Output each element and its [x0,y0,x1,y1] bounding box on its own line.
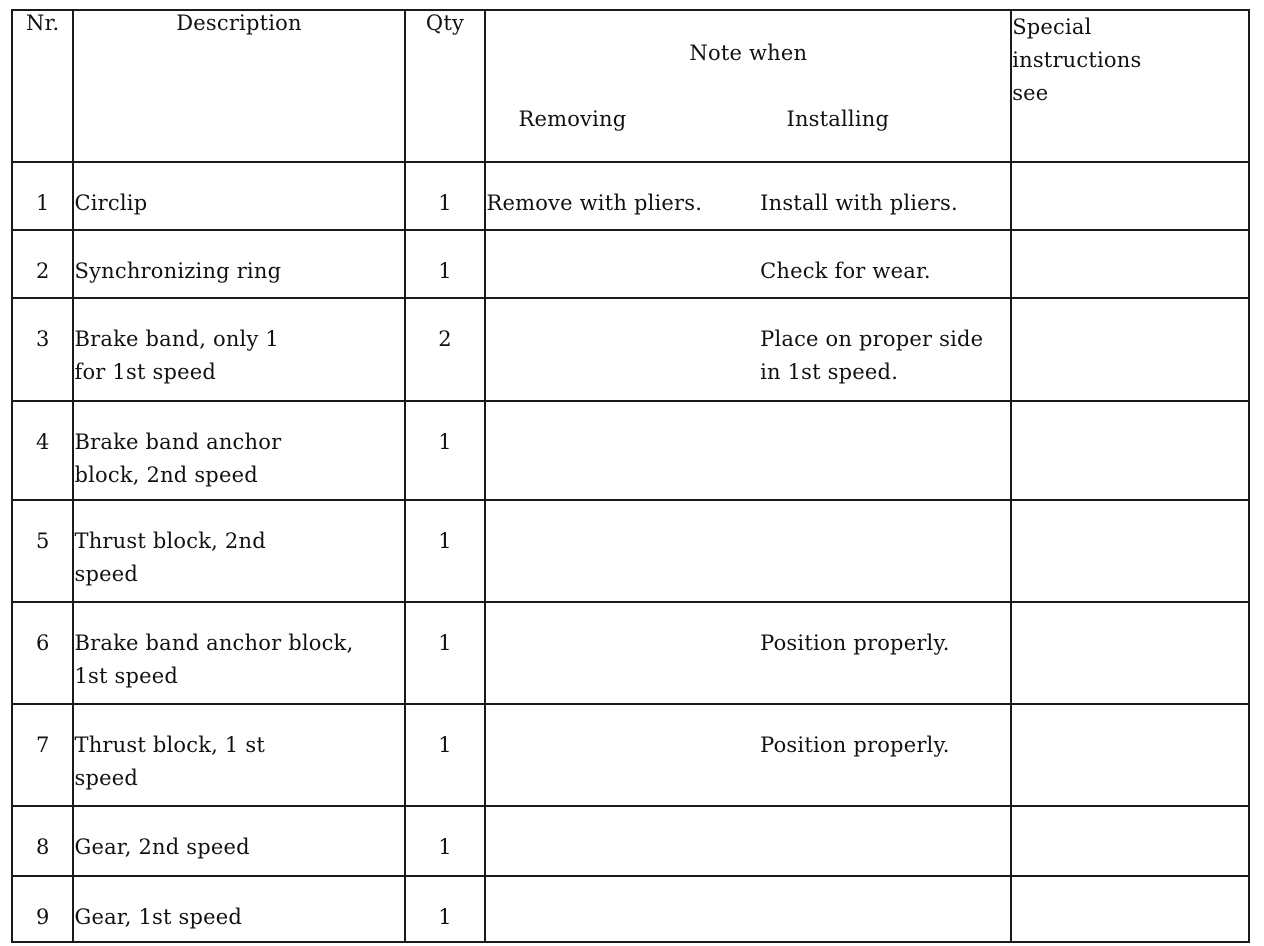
row-removing-cell [485,230,760,298]
row-removing [486,877,760,901]
header-special-line1: Special [1012,15,1092,39]
row-installing-cell [760,704,1011,806]
row-nr-cell [12,704,73,806]
row-description-line1: Gear, 1st speed [74,905,243,929]
row-removing-cell [485,162,760,230]
row-removing [486,705,760,729]
row-qty-cell [405,298,486,401]
row-installing-line1: Check for wear. [760,259,931,283]
row-qty: 1 [438,529,452,553]
row-removing-cell [485,704,760,806]
row-removing: Remove with pliers. [486,191,703,215]
row-description-line1: Synchronizing ring [74,259,282,283]
row-installing-cell [760,401,1011,500]
row-description-line1: Thrust block, 1 st [74,733,265,757]
row-qty-cell [405,500,486,602]
row-description-cell [73,500,404,602]
header-description: Description [73,10,404,162]
row-nr: 6 [35,631,50,655]
row-description-cell [73,806,404,876]
row-qty: 1 [438,733,452,757]
table-row [12,704,1249,806]
row-description-line1: Brake band, only 1 [74,327,279,351]
row-removing [486,299,760,323]
row-installing-cell [760,500,1011,602]
row-installing-line1: Position properly. [760,631,950,655]
row-description-line1: Brake band anchor [74,430,282,454]
header-removing: Removing [518,107,627,131]
row-nr: 8 [35,835,50,859]
row-removing-cell [485,298,760,401]
header-nr: Nr. [12,10,73,162]
row-description-cell [73,602,404,704]
row-qty: 2 [438,327,452,351]
row-qty: 1 [438,191,452,215]
row-installing-line1: Place on proper side [760,327,984,351]
row-nr: 7 [35,733,50,757]
table-row [12,806,1249,876]
row-qty: 1 [438,631,452,655]
row-nr: 9 [35,905,50,929]
row-removing [486,402,760,426]
row-nr-cell [12,162,73,230]
row-installing-line2: in 1st speed. [760,360,899,384]
row-installing-line1: Install with pliers. [760,191,958,215]
row-special-cell [1011,230,1249,298]
row-qty-cell [405,230,486,298]
row-installing-cell [760,230,1011,298]
row-description-line1: Thrust block, 2nd [74,529,266,553]
row-description-line2: 1st speed [74,664,179,688]
row-special-cell [1011,602,1249,704]
row-qty-cell [405,401,486,500]
table-row [12,230,1249,298]
row-nr-cell [12,298,73,401]
row-description-line1: Gear, 2nd speed [74,835,250,859]
row-nr-cell [12,602,73,704]
row-nr-cell [12,876,73,942]
row-special-cell [1011,704,1249,806]
row-removing-cell [485,602,760,704]
row-qty-cell [405,806,486,876]
row-description-cell [73,230,404,298]
row-removing [486,231,760,255]
table-row [12,401,1249,500]
row-removing-cell [485,806,760,876]
header-special-line2: instructions [1012,48,1142,72]
row-qty-cell [405,602,486,704]
row-installing-cell [760,602,1011,704]
row-nr: 4 [35,430,50,454]
row-special-cell [1011,876,1249,942]
row-nr: 5 [35,529,50,553]
table-body [12,162,1249,942]
row-installing-cell [760,162,1011,230]
row-qty: 1 [438,259,452,283]
row-special-cell [1011,298,1249,401]
row-qty-cell [405,162,486,230]
row-description-line2: block, 2nd speed [74,463,258,487]
row-removing [486,501,760,525]
row-description-line1: Circlip [74,191,148,215]
row-qty-cell [405,876,486,942]
row-nr-cell [12,806,73,876]
row-description-cell [73,298,404,401]
parts-table [11,9,1250,943]
row-special-cell [1011,500,1249,602]
row-installing-cell [760,876,1011,942]
row-installing-cell [760,298,1011,401]
table-row [12,162,1249,230]
row-description-cell [73,704,404,806]
table-header-row [12,10,1249,162]
row-description-line2: speed [74,562,139,586]
row-removing [486,807,760,831]
row-description-line2: speed [74,766,139,790]
table-row [12,500,1249,602]
header-note-when: Note when [689,41,808,65]
row-installing-cell [760,806,1011,876]
row-nr: 1 [35,191,50,215]
row-qty: 1 [438,905,452,929]
row-nr: 3 [35,327,50,351]
table-row [12,298,1249,401]
table-row [12,602,1249,704]
row-special-cell [1011,401,1249,500]
row-description-line2: for 1st speed [74,360,216,384]
row-removing-cell [485,500,760,602]
row-description-cell [73,401,404,500]
row-nr-cell [12,500,73,602]
row-special-cell [1011,162,1249,230]
header-special-line3: see [1012,81,1049,105]
row-qty: 1 [438,835,452,859]
row-nr-cell [12,401,73,500]
row-removing [486,603,760,627]
header-special-instructions [1011,10,1249,162]
row-description-cell [73,162,404,230]
row-description-cell [73,876,404,942]
header-note-when-group [485,10,1011,162]
row-removing-cell [485,401,760,500]
table-row [12,876,1249,942]
row-special-cell [1011,806,1249,876]
row-nr-cell [12,230,73,298]
row-installing-line1: Position properly. [760,733,950,757]
row-description-line1: Brake band anchor block, [74,631,354,655]
row-qty: 1 [438,430,452,454]
row-nr: 2 [35,259,50,283]
header-installing: Installing [786,107,890,131]
row-qty-cell [405,704,486,806]
row-removing-cell [485,876,760,942]
header-qty: Qty [405,10,486,162]
